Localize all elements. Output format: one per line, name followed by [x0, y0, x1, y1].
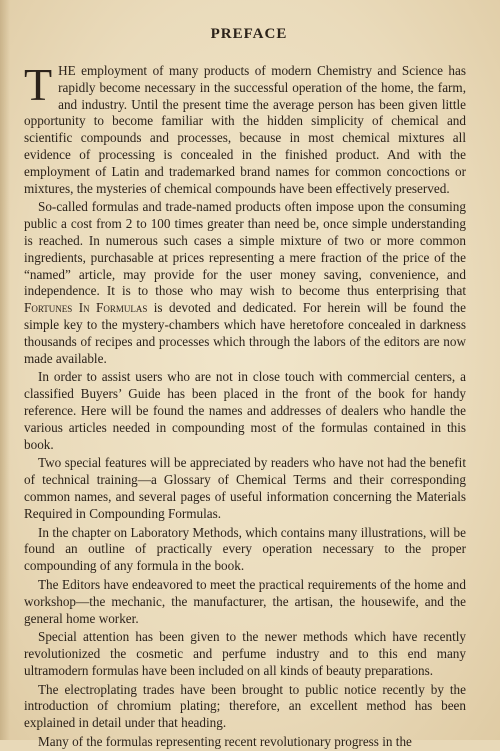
paragraph-2-text-a: So-called formulas and trade-named products often impose upon the consuming public a cost from 2 to 100 times greater than need be, once simple understanding is reached. In numerous such cases a simple mixture of two or more common ingredients, purchasable at prices representing a mere fraction of the price of the “named” article, may provide for the user money saving, convenience, and independence. It is to those who may wish to become thus enterprising that — [24, 199, 466, 299]
drop-cap: T — [24, 59, 53, 110]
page-spine-shadow — [0, 0, 10, 740]
book-title: Fortunes In Formulas — [24, 300, 148, 316]
paragraph-6: The Editors have endeavored to meet the practical requirements of the home and workshop—the mechanic, the manufacturer, the artisan, the housewife, and the general home worker. — [24, 576, 466, 626]
paragraph-4: Two special features will be appreciated by readers who have not had the benefit of technical training—a Glossary of Chemical Terms and their corresponding common names, and several pages of useful information concerning the Materials Required in Compounding Formulas. — [24, 455, 466, 521]
paragraph-1 — [24, 59, 466, 197]
paragraph-3: In order to assist users who are not in close touch with commercial centers, a classified Buyers’ Guide has been placed in the front of the book for handy reference. Here will be found the names and addresses of dealers who handle the various articles needed in compounding most of the formulas contained in this book. — [24, 369, 466, 452]
paragraph-2 — [24, 199, 466, 367]
paragraph-8: The electroplating trades have been brought to public notice recently by the introduction of chromium plating; therefore, an excellent method has been explained in detail under that heading. — [24, 681, 466, 731]
paragraph-1-text: HE employment of many products of modern Chemistry and Science has rapidly become necessary in the successful operation of the home, the farm, and industry. Until the present time the average person has been given little opportunity to become familiar with the hidden simplicity of chemical and scientific compounds and processes, because in most chemical mixtures all evidence of processing is concealed in the finished product. And with the employment of Latin and trademarked brand names for common concoctions or mixtures, the mysteries of chemical compounds have been effectively preserved. — [24, 63, 466, 196]
paragraph-5: In the chapter on Laboratory Methods, which contains many illustrations, will be found an outline of practically every operation necessary to the proper compounding of any formula in the book. — [24, 524, 466, 574]
paragraph-2-text-b: is devoted and dedicated. For herein will be found the simple key to the mystery-chambers which have heretofore concealed in darkness thousands of recipes and processes which through the labors of the editors are now made available. — [24, 300, 466, 366]
page-title: PREFACE — [210, 26, 288, 42]
paragraph-9: Many of the formulas representing recent revolutionary progress in the — [38, 734, 412, 750]
preface-body — [24, 59, 466, 751]
paragraph-7: Special attention has been given to the newer methods which have recently revolutionized the cosmetic and perfume industry and to this end many ultramodern formulas have been included on all kinds of beauty preparations. — [24, 629, 466, 678]
